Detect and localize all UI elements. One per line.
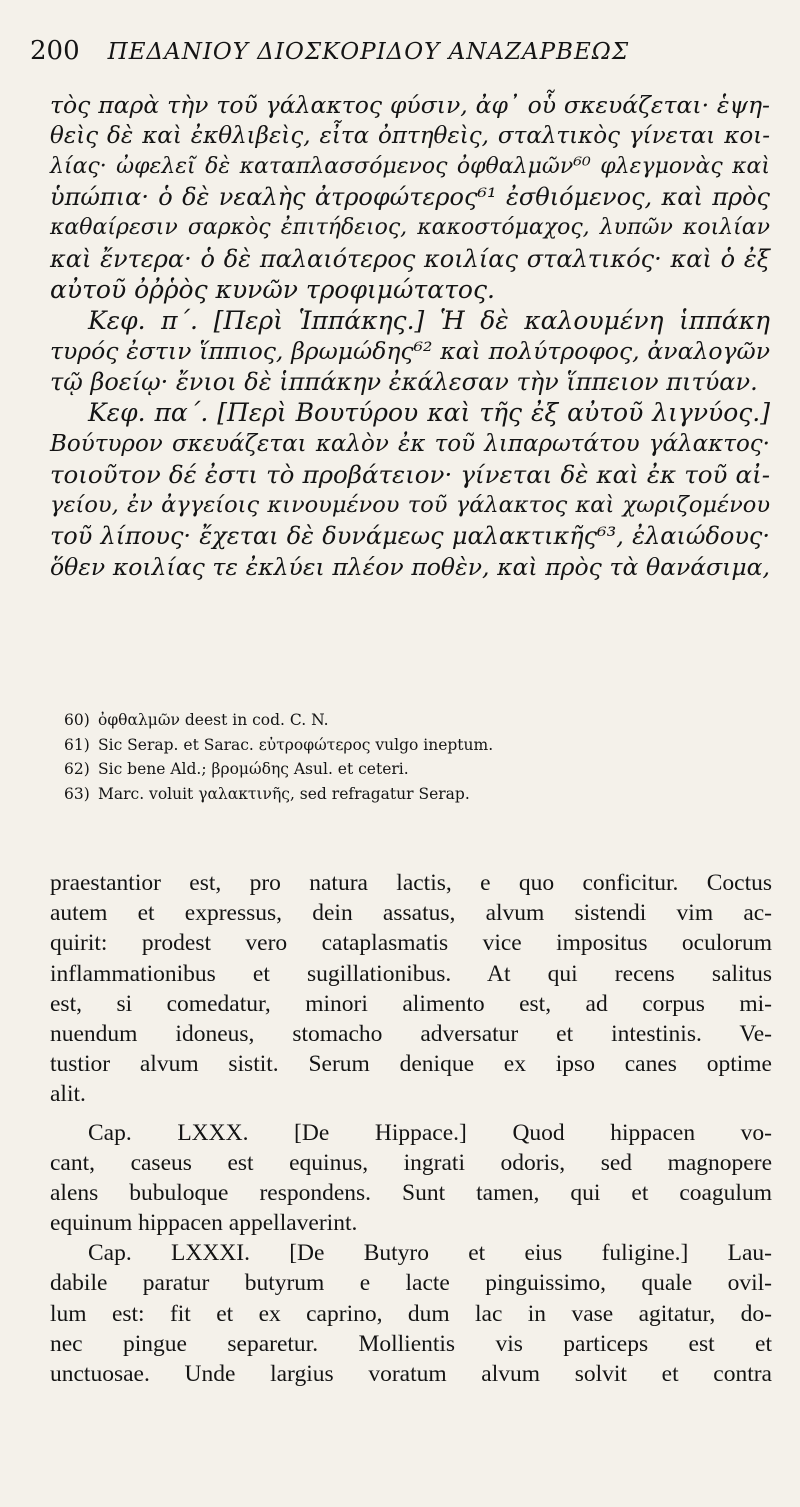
footnote: [64, 757, 770, 782]
page-number: 200: [30, 36, 80, 66]
latin-line: tustior alvum sistit. Serum denique ex ipso canes optime: [50, 1051, 772, 1078]
greek-line: γείου, ἐν ἀγγείοις κινουμένου τοῦ γάλακτος καὶ χωριζομένου: [50, 492, 770, 519]
footnote-number: 61): [64, 735, 90, 754]
footnotes: [64, 708, 770, 806]
latin-chapter-heading: Cap. LXXX. [De Hippace.] Quod hippacen vo-: [88, 1119, 772, 1146]
latin-line: cant, caseus est equinus, ingrati odoris, sed magnopere: [50, 1149, 772, 1176]
footnote-number: 60): [64, 711, 90, 729]
page-header: [30, 36, 770, 80]
greek-line: καθαίρεσιν σαρκὸς ἐπιτήδειος, κακοστόμαχος, λυπῶν κοιλίαν: [50, 215, 770, 241]
latin-line: praestantior est, pro natura lactis, e quo conficitur. Coctus: [50, 870, 772, 896]
latin-line: nec pingue separetur. Mollientis vis particeps est et: [50, 1330, 772, 1357]
footnote-number: 63): [64, 784, 90, 803]
latin-line: equinum hippacen appellaverint.: [50, 1210, 358, 1237]
greek-line: θεὶς δὲ καὶ ἐκθλιβεὶς, εἶτα ὀπτηθεὶς, σταλτικὸς γίνεται κοι-: [50, 122, 770, 149]
latin-line: quirit: prodest vero cataplasmatis vice impositus oculorum: [50, 930, 772, 957]
latin-line: inflammationibus et sugillationibus. At qui recens salitus: [50, 960, 772, 987]
greek-line: τοιοῦτον δέ ἐστι τὸ προβάτειον· γίνεται δὲ καὶ ἐκ τοῦ αἰ-: [50, 459, 770, 489]
greek-line: αὐτοῦ ὀῤῥὸς κυνῶν τροφιμώτατος.: [50, 274, 495, 304]
latin-line: unctuosae. Unde largius voratum alvum solvit et contra: [50, 1361, 772, 1387]
footnote-text: ὀφθαλμῶν deest in cod. C. N.: [98, 711, 329, 729]
greek-line: λίας· ὠφελεῖ δὲ καταπλασσόμενος ὀφθαλμῶν⁶⁰ φλεγμονὰς καὶ: [50, 153, 770, 179]
greek-line: καὶ ἔντερα· ὁ δὲ παλαιότερος κοιλίας σταλτικός· καὶ ὁ ἐξ: [50, 244, 770, 273]
latin-line: nuendum idoneus, stomacho adversatur et intestinis. Ve-: [50, 1020, 772, 1047]
footnote: [64, 782, 770, 807]
footnote-text: Sic Serap. et Sarac. εὐτροφώτερος vulgo ineptum.: [98, 735, 494, 754]
running-head: ΠΕΔΑΝΙΟΥ ΔΙΟΣΚΟΡΙΔΟΥ ΑΝΑΖΑΡΒΕΩΣ: [107, 39, 630, 65]
latin-text-block: [50, 868, 772, 1389]
footnote-number: 62): [64, 760, 90, 778]
greek-line: τῷ βοείῳ· ἔνιοι δὲ ἱππάκην ἐκάλεσαν τὴν ἵππειον πιτύαν.: [50, 368, 758, 397]
latin-line: lum est: fit et ex caprino, dum lac in vase agitatur, do-: [50, 1300, 772, 1327]
greek-chapter-heading: Κεφ. πα´. [Περὶ Βουτύρου καὶ τῆς ἐξ αὐτοῦ λιγνύος.]: [88, 397, 770, 427]
greek-line: Βούτυρον σκευάζεται καλὸν ἐκ τοῦ λιπαρωτάτου γάλακτος·: [50, 430, 770, 457]
latin-line: est, si comedatur, minori alimento est, ad corpus mi-: [50, 990, 772, 1017]
greek-chapter-heading: Κεφ. π´. [Περὶ Ἱππάκης.] Ἡ δὲ καλουμένη ἱππάκη: [88, 305, 770, 335]
greek-line: ὅθεν κοιλίας τε ἐκλύει πλέον ποθὲν, καὶ πρὸς τὰ θανάσιμα,: [50, 552, 770, 581]
latin-line: autem et expressus, dein assatus, alvum sistendi vim ac-: [50, 900, 772, 927]
latin-line: dabile paratur butyrum e lacte pinguissimo, quale ovil-: [50, 1270, 772, 1297]
greek-line: τυρός ἐστιν ἵππιος, βρωμώδης⁶² καὶ πολύτροφος, ἀναλογῶν: [50, 337, 770, 366]
greek-line: ὑπώπια· ὁ δὲ νεαλὴς ἀτροφώτερος⁶¹ ἐσθιόμενος, καὶ πρὸς: [50, 183, 770, 212]
latin-line: alit.: [50, 1081, 86, 1108]
latin-chapter-heading: Cap. LXXXI. [De Butyro et eius fuligine.] Lau-: [88, 1240, 772, 1267]
greek-text-block: [50, 90, 770, 583]
greek-line: τοῦ λίπους· ἔχεται δὲ δυνάμεως μαλακτικῆς⁶³, ἐλαιώδους·: [50, 522, 770, 551]
footnote: [64, 733, 770, 758]
greek-line: τὸς παρὰ τὴν τοῦ γάλακτος φύσιν, ἀφ᾿ οὗ σκευάζεται· ἑψη-: [50, 91, 770, 119]
footnote-text: Marc. voluit γαλακτινῆς, sed refragatur Serap.: [98, 784, 470, 803]
footnote-text: Sic bene Ald.; βρομώδης Asul. et ceteri.: [98, 760, 409, 778]
footnote: [64, 708, 770, 733]
latin-line: alens bubuloque respondens. Sunt tamen, qui et coagulum: [50, 1179, 772, 1206]
